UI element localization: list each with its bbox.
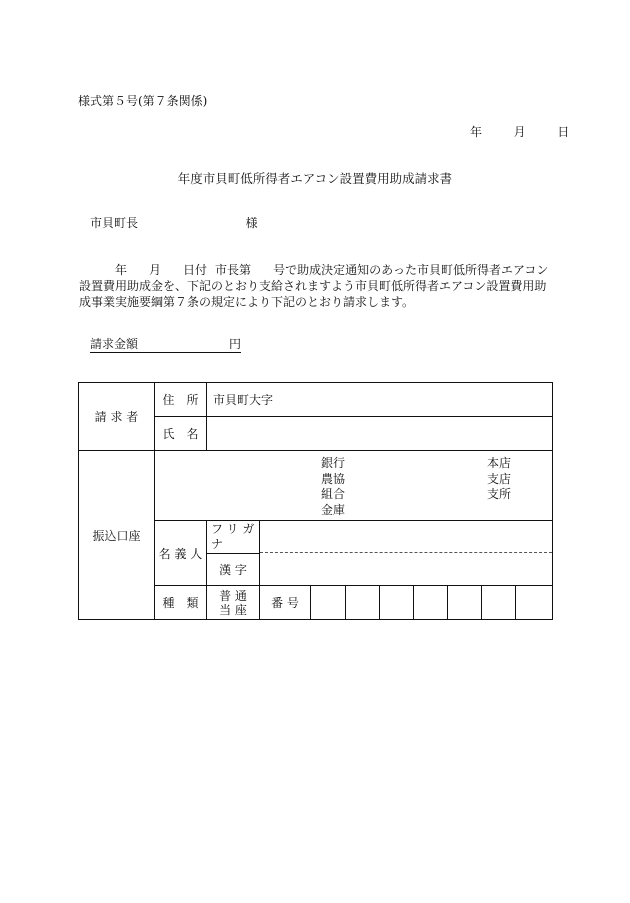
name-label: 氏 名 (155, 417, 207, 451)
request-body (79, 262, 553, 310)
account-digit-5[interactable] (448, 586, 482, 620)
holder-field[interactable] (260, 521, 553, 586)
body-month: 月 (149, 263, 162, 277)
address-label: 住 所 (155, 383, 207, 417)
account-digit-2[interactable] (346, 586, 380, 620)
furigana-label: フリガナ (207, 521, 260, 554)
address-field[interactable]: 市貝町大字 (207, 383, 553, 417)
account-type-label: 種 類 (155, 586, 207, 620)
addressee (90, 216, 258, 231)
account-digit-6[interactable] (482, 586, 516, 620)
amount-line[interactable] (90, 337, 241, 353)
bank-type-list (321, 456, 345, 518)
bank-field[interactable] (155, 451, 553, 521)
document-title: 年度市貝町低所得者エアコン設置費用助成請求書 (177, 171, 453, 186)
account-type-current[interactable]: 当 座 (219, 602, 247, 617)
account-number-label: 番 号 (260, 586, 311, 620)
date-month: 月 (513, 125, 526, 139)
bank-type-agri: 農協 (321, 471, 346, 486)
holder-label: 名 義 人 (155, 521, 207, 586)
body-rest: 号で助成決定通知のあった市貝町低所得者エアコン設置費用助成金を、下記のとおり支給されますよう市貝町低所得者エアコン設置費用助成事業実施要綱第７条の規定により下記のとおり請求します。 (79, 263, 549, 309)
branch-type-office: 支所 (487, 487, 512, 501)
account-digit-1[interactable] (311, 586, 346, 620)
account-digit-4[interactable] (414, 586, 448, 620)
branch-type-branch: 支店 (487, 471, 512, 486)
claim-table (78, 382, 553, 620)
honorific: 様 (245, 216, 258, 230)
body-ref: 市長第 (215, 263, 252, 277)
kanji-label: 漢 字 (207, 553, 260, 586)
date-day: 日 (557, 125, 570, 139)
bank-type-union: 組合 (321, 487, 346, 501)
addressee-name: 市貝町長 (90, 216, 139, 230)
transfer-account-label: 振込口座 (79, 451, 155, 620)
amount-unit: 円 (228, 337, 241, 351)
bank-type-credit: 金庫 (321, 502, 346, 517)
date-line (470, 125, 569, 140)
bank-type-bank: 銀行 (321, 456, 346, 470)
account-digit-3[interactable] (380, 586, 414, 620)
account-digit-7[interactable] (516, 586, 553, 620)
date-year: 年 (470, 125, 483, 139)
amount-label: 請求金額 (90, 337, 139, 351)
branch-type-list (487, 456, 511, 503)
holder-kanji-field[interactable] (260, 553, 552, 585)
account-type-ordinary[interactable]: 普 通 (219, 588, 247, 603)
branch-type-main: 本店 (487, 456, 512, 470)
body-day: 日付 (183, 263, 208, 277)
holder-furigana-field[interactable] (260, 521, 552, 553)
name-field[interactable] (207, 417, 553, 451)
body-year: 年 (115, 263, 128, 277)
form-number: 様式第５号(第７条関係) (78, 94, 208, 108)
account-type-options[interactable] (207, 586, 260, 620)
claimant-label: 請 求 者 (79, 383, 155, 451)
